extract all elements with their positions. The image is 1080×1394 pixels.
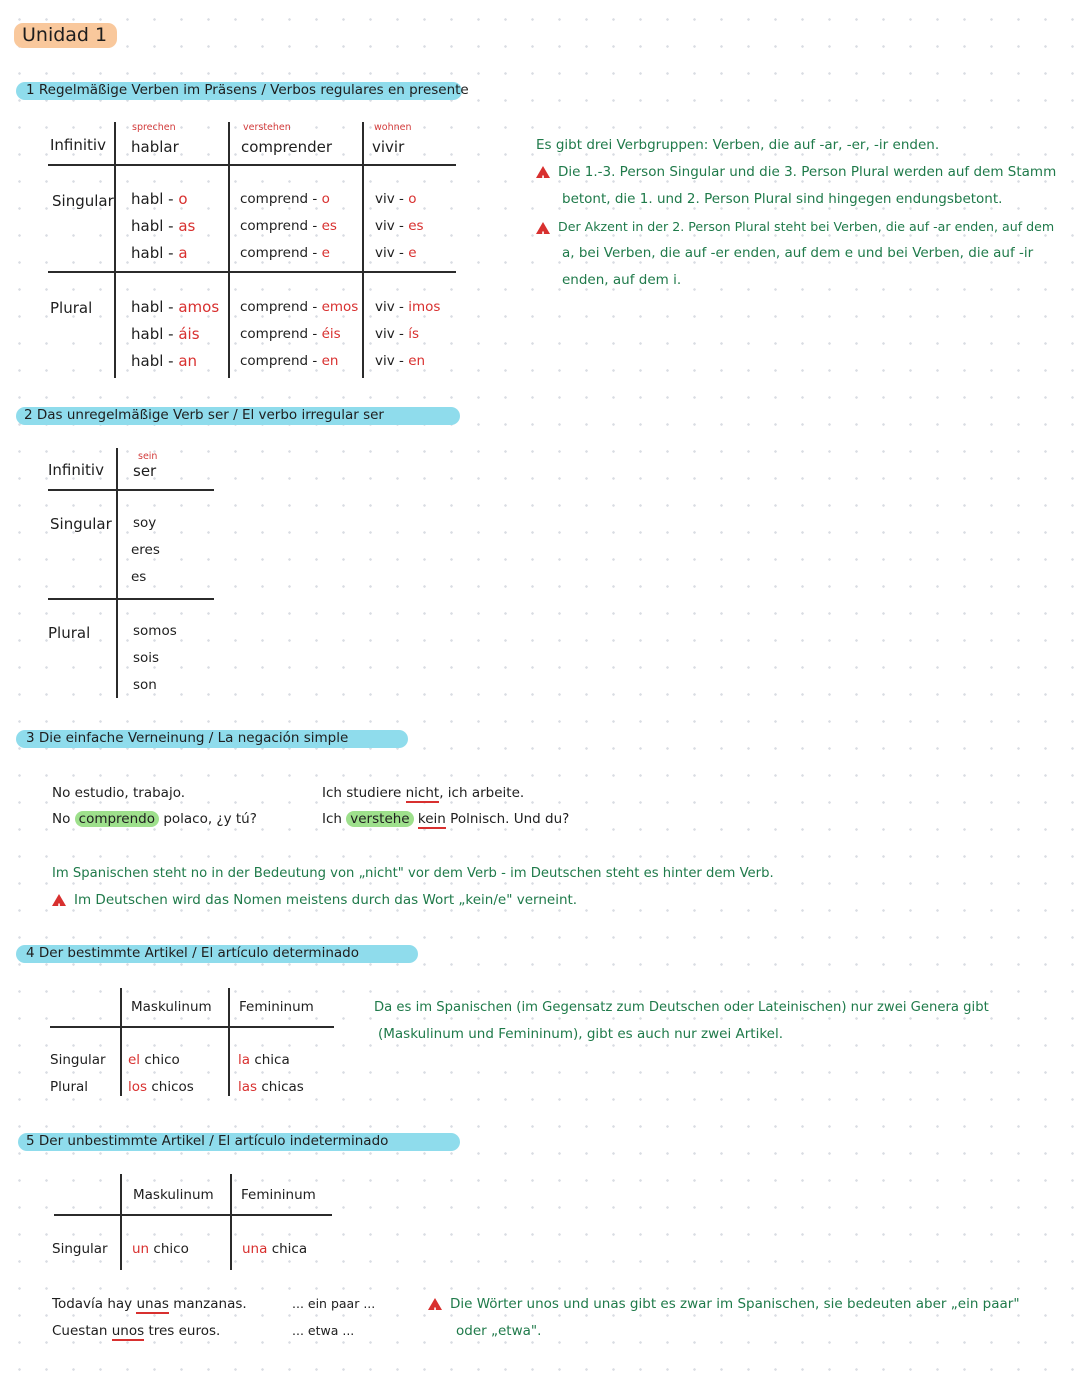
conjugation: comprend - e (240, 245, 330, 261)
section1-heading: 1 Regelmäßige Verben im Präsens / Verbos regulares en presente (26, 82, 469, 98)
table4-divider (228, 988, 230, 1096)
conjugation: viv - en (375, 353, 426, 369)
grammar-note: !Die Wörter unos und unas gibt es zwar im Spanischen, sie bedeuten aber „ein paar" (428, 1291, 1020, 1318)
spanish-example: No comprendo polaco, ¿y tú? (52, 811, 257, 827)
conjugation: somos (133, 623, 177, 639)
column-header: Maskulinum (133, 1187, 214, 1203)
table1-row-label: Plural (50, 299, 93, 317)
grammar-note: Im Spanischen steht no in der Bedeutung von „nicht" vor dem Verb - im Deutschen steht es hinter dem Verb. (52, 866, 774, 881)
column-header: Femininum (241, 1187, 316, 1203)
german-example: Ich studiere nicht, ich arbeite. (322, 785, 525, 801)
infinitive: comprender (241, 138, 333, 156)
section4-heading: 4 Der bestimmte Artikel / El artículo determinado (26, 945, 359, 961)
conjugation: viv - e (375, 245, 417, 261)
table1-row-label: Singular (52, 192, 114, 210)
table1-divider (114, 122, 116, 378)
grammar-note: Es gibt drei Verbgruppen: Verben, die auf -ar, -er, -ir enden. (536, 137, 940, 153)
table1-divider (362, 122, 364, 378)
conjugation: habl - as (131, 217, 196, 235)
grammar-note: betont, die 1. und 2. Person Plural sind hingegen endungsbetont. (562, 191, 1003, 207)
row-label: Singular (52, 1241, 108, 1257)
table4-rule (50, 1026, 334, 1028)
conjugation: viv - o (375, 191, 417, 207)
table2-rule (48, 598, 214, 600)
grammar-note: enden, auf dem i. (562, 272, 682, 288)
warning-icon (52, 894, 66, 906)
conjugation: sois (133, 650, 160, 666)
warning-icon (536, 166, 550, 178)
grammar-note: (Maskulinum und Femininum), gibt es auch nur zwei Artikel. (378, 1026, 784, 1042)
conjugation: son (133, 677, 157, 693)
table2-rule (48, 489, 214, 491)
conjugation: habl - o (131, 190, 188, 208)
conjugation: habl - an (131, 352, 198, 370)
section3-heading: 3 Die einfache Verneinung / La negación simple (26, 730, 349, 746)
conjugation: comprend - o (240, 191, 330, 207)
conjugation: comprend - en (240, 353, 339, 369)
german-example: Ich verstehe kein Polnisch. Und du? (322, 811, 570, 827)
conjugation: viv - imos (375, 299, 441, 315)
section2-heading: 2 Das unregelmäßige Verb ser / El verbo irregular ser (24, 407, 384, 423)
article-cell: un chico (132, 1241, 189, 1257)
row-label: Singular (50, 1052, 106, 1068)
conjugation: habl - amos (131, 298, 220, 316)
grammar-note: !Der Akzent in der 2. Person Plural steht bei Verben, die auf -ar enden, auf dem (536, 213, 1054, 240)
unit-title: Unidad 1 (14, 24, 117, 46)
conjugation: habl - a (131, 244, 188, 262)
conjugation: comprend - emos (240, 299, 359, 315)
conjugation: viv - ís (375, 326, 419, 342)
table1-rule (48, 271, 456, 273)
article-cell: la chica (238, 1052, 290, 1068)
conjugation: es (131, 569, 147, 585)
conjugation: eres (131, 542, 160, 558)
grammar-note: !Im Deutschen wird das Nomen meistens durch das Wort „kein/e" verneint. (52, 887, 577, 914)
infinitive: hablar (131, 138, 179, 156)
translation-hint: wohnen (374, 122, 412, 133)
table2-row-label: Singular (50, 515, 112, 533)
table2-row-label: Infinitiv (48, 461, 104, 479)
conjugation: comprend - es (240, 218, 337, 234)
article-cell: las chicas (238, 1079, 304, 1095)
column-header: Maskulinum (131, 999, 212, 1015)
conjugation: comprend - éis (240, 326, 341, 342)
table4-divider (120, 988, 122, 1096)
article-cell: los chicos (128, 1079, 194, 1095)
article-cell: el chico (128, 1052, 180, 1068)
warning-icon (428, 1298, 442, 1310)
grammar-note: oder „etwa". (456, 1323, 542, 1339)
translation-hint: sprechen (132, 122, 176, 133)
conjugation: habl - áis (131, 325, 200, 343)
column-header: Femininum (239, 999, 314, 1015)
table2-divider (116, 448, 118, 698)
infinitive: vivir (372, 138, 405, 156)
table5-rule (54, 1214, 332, 1216)
table1-divider (228, 122, 230, 378)
translation-hint: verstehen (243, 122, 291, 133)
article-cell: una chica (242, 1241, 308, 1257)
grammar-note: a, bei Verben, die auf -er enden, auf dem e und bei Verben, die auf -ir (562, 245, 1034, 261)
table1-row-label: Infinitiv (50, 136, 106, 154)
spanish-example: Todavía hay unas manzanas. (52, 1296, 247, 1312)
german-translation: ... etwa ... (292, 1323, 355, 1338)
spanish-example: No estudio, trabajo. (52, 785, 186, 801)
german-translation: ... ein paar ... (292, 1296, 376, 1311)
table5-divider (230, 1174, 232, 1270)
spanish-example: Cuestan unos tres euros. (52, 1323, 221, 1339)
warning-icon (536, 222, 550, 234)
table2-row-label: Plural (48, 624, 91, 642)
conjugation: viv - es (375, 218, 424, 234)
section5-heading: 5 Der unbestimmte Artikel / El artículo indeterminado (26, 1133, 389, 1149)
infinitive: ser (133, 462, 157, 480)
row-label: Plural (50, 1079, 89, 1095)
table5-divider (120, 1174, 122, 1270)
grammar-note: !Die 1.-3. Person Singular und die 3. Person Plural werden auf dem Stamm (536, 159, 1056, 186)
translation-hint: sein (138, 451, 158, 462)
table1-rule (48, 164, 456, 166)
conjugation: soy (133, 515, 157, 531)
grammar-note: Da es im Spanischen (im Gegensatz zum Deutschen oder Lateinischen) nur zwei Genera gibt (374, 1000, 989, 1015)
